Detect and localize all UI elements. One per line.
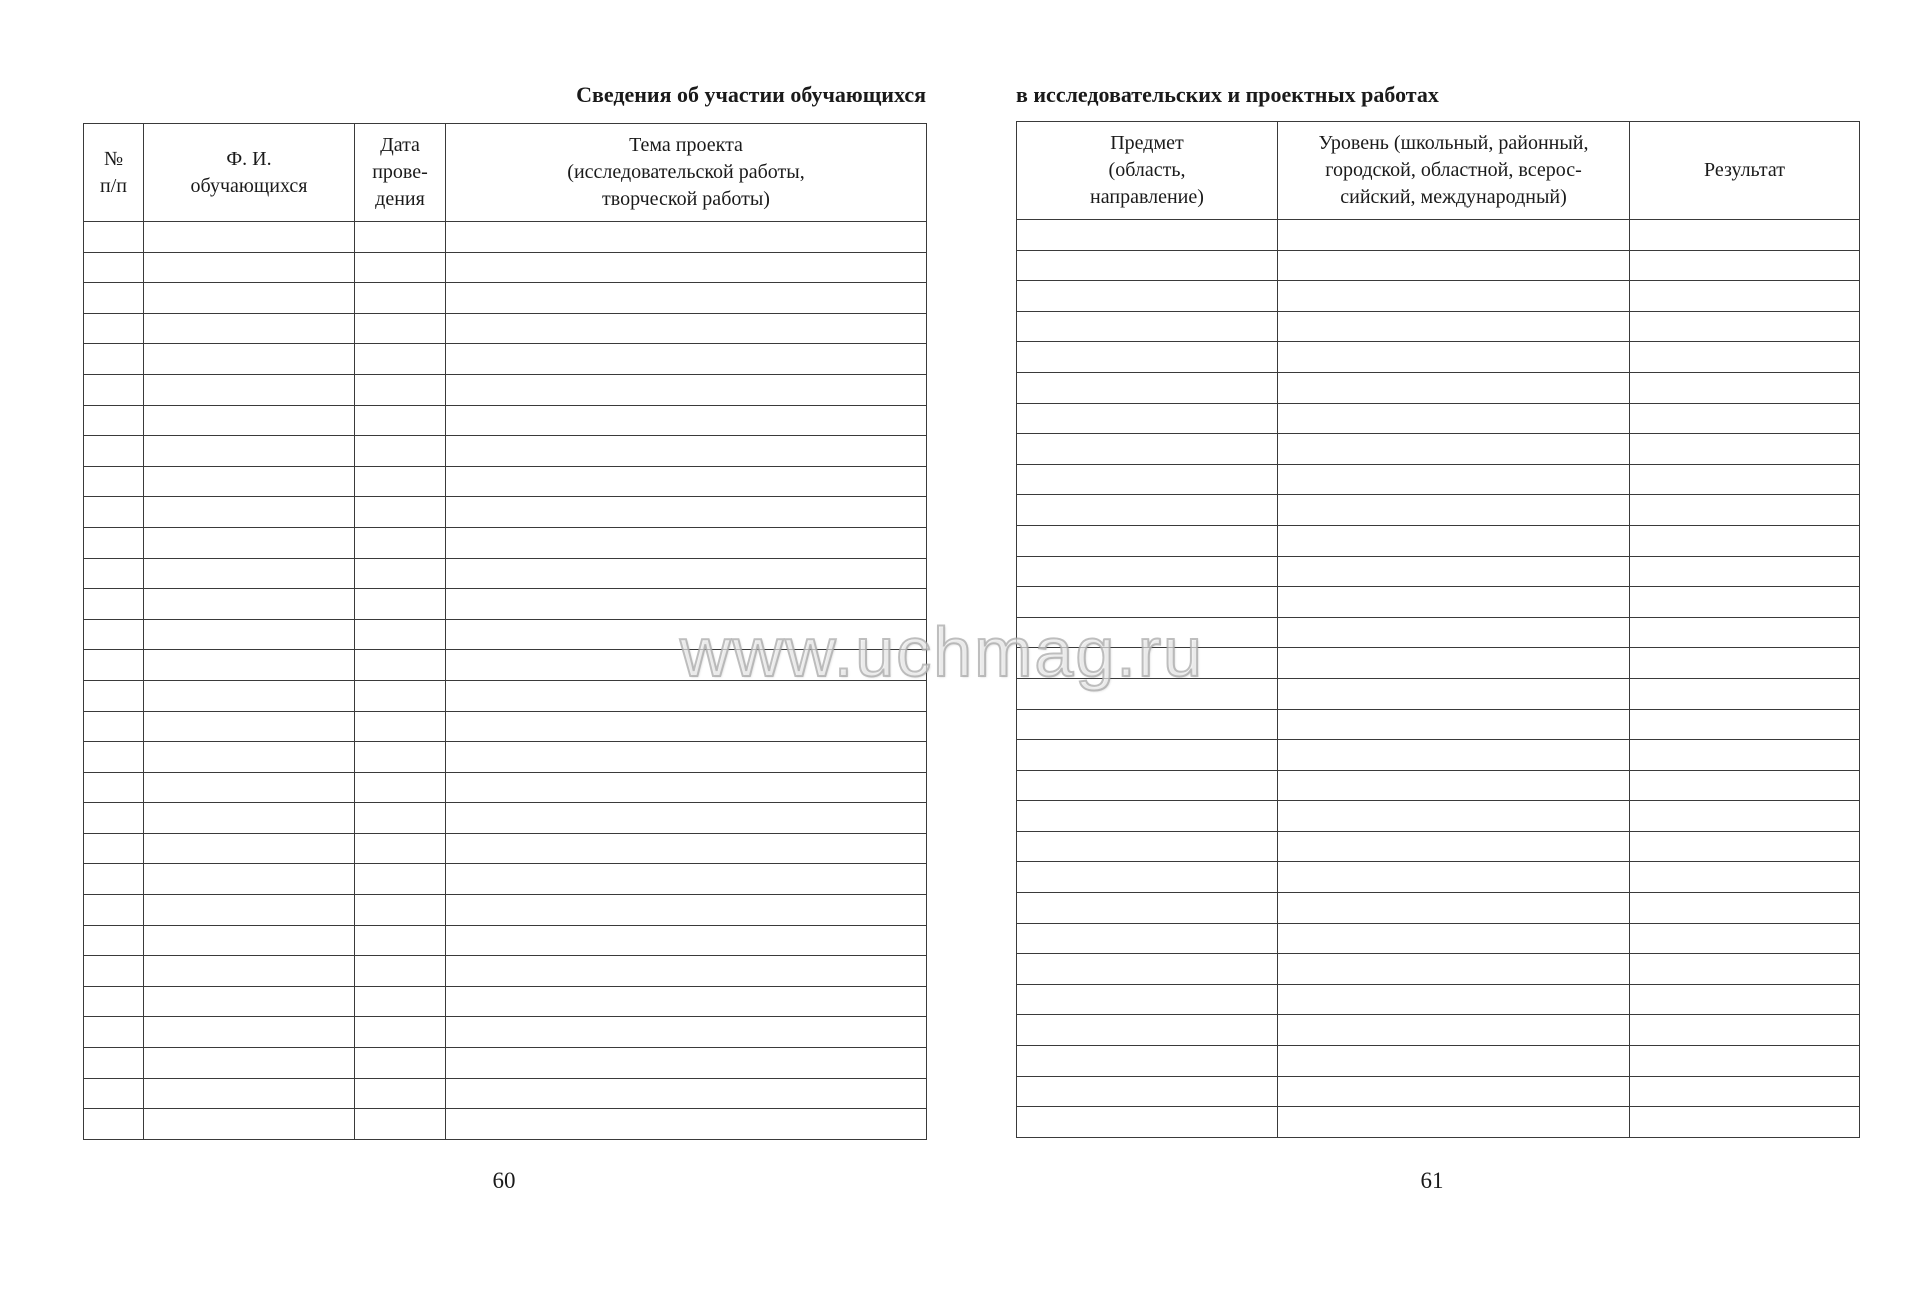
table-cell: [144, 680, 355, 711]
table-cell: [446, 1048, 927, 1079]
table-cell: [446, 436, 927, 467]
table-cell: [1630, 740, 1860, 771]
table-cell: [1017, 770, 1278, 801]
table-cell: [446, 374, 927, 405]
table-cell: [355, 344, 446, 375]
table-row: [1017, 1046, 1860, 1077]
table-row: [84, 1109, 927, 1140]
table-cell: [446, 497, 927, 528]
table-cell: [1630, 1015, 1860, 1046]
table-cell: [144, 222, 355, 253]
table-cell: [84, 895, 144, 926]
table-cell: [1630, 984, 1860, 1015]
table-cell: [1278, 250, 1630, 281]
table-cell: [1278, 648, 1630, 679]
table-cell: [144, 925, 355, 956]
table-row: [84, 497, 927, 528]
table-cell: [1278, 1046, 1630, 1077]
table-cell: [355, 1017, 446, 1048]
table-row: [84, 956, 927, 987]
table-row: [84, 986, 927, 1017]
table-cell: [355, 986, 446, 1017]
column-header-subject: Предмет (область, направление): [1017, 122, 1278, 220]
table-cell: [1017, 954, 1278, 985]
table-cell: [1630, 587, 1860, 618]
table-row: [84, 405, 927, 436]
table-cell: [1017, 893, 1278, 924]
table-cell: [1278, 709, 1630, 740]
table-cell: [144, 772, 355, 803]
table-row: [1017, 281, 1860, 312]
table-cell: [144, 1017, 355, 1048]
table-cell: [1017, 342, 1278, 373]
table-cell: [446, 313, 927, 344]
table-cell: [446, 283, 927, 314]
table-cell: [1630, 220, 1860, 251]
table-cell: [1278, 678, 1630, 709]
table-cell: [446, 895, 927, 926]
table-cell: [144, 497, 355, 528]
table-cell: [1017, 1046, 1278, 1077]
table-cell: [84, 1078, 144, 1109]
table-cell: [144, 864, 355, 895]
table-cell: [84, 497, 144, 528]
table-cell: [355, 1078, 446, 1109]
table-cell: [1630, 831, 1860, 862]
table-row: [84, 803, 927, 834]
table-cell: [84, 803, 144, 834]
table-row: [1017, 403, 1860, 434]
table-row: [84, 344, 927, 375]
table-cell: [1278, 311, 1630, 342]
table-cell: [355, 803, 446, 834]
table-cell: [1630, 770, 1860, 801]
table-cell: [1278, 862, 1630, 893]
table-row: [84, 1078, 927, 1109]
table-cell: [144, 466, 355, 497]
table-cell: [1278, 342, 1630, 373]
table-cell: [446, 252, 927, 283]
table-cell: [1278, 372, 1630, 403]
table-cell: [84, 925, 144, 956]
table-cell: [355, 956, 446, 987]
table-cell: [446, 742, 927, 773]
table-row: [1017, 342, 1860, 373]
table-cell: [446, 405, 927, 436]
table-row: [1017, 709, 1860, 740]
table-cell: [446, 956, 927, 987]
table-row: [1017, 495, 1860, 526]
table-cell: [84, 405, 144, 436]
table-cell: [1017, 250, 1278, 281]
table-cell: [144, 589, 355, 620]
table-row: [1017, 311, 1860, 342]
table-cell: [84, 772, 144, 803]
table-cell: [1630, 678, 1860, 709]
table-cell: [84, 313, 144, 344]
table-cell: [84, 589, 144, 620]
table-cell: [1278, 1107, 1630, 1138]
table-cell: [1630, 801, 1860, 832]
table-cell: [446, 1109, 927, 1140]
table-cell: [1278, 740, 1630, 771]
page-title-continuation: в исследовательских и проектных работах: [1016, 82, 1439, 107]
table-cell: [1278, 617, 1630, 648]
table-cell: [84, 527, 144, 558]
table-row: [84, 374, 927, 405]
table-cell: [355, 895, 446, 926]
table-cell: [1630, 893, 1860, 924]
table-cell: [1630, 342, 1860, 373]
table-cell: [1630, 403, 1860, 434]
table-cell: [1630, 1046, 1860, 1077]
table-cell: [84, 1109, 144, 1140]
table-cell: [1278, 1076, 1630, 1107]
table-cell: [144, 895, 355, 926]
table-cell: [84, 374, 144, 405]
table-cell: [1278, 281, 1630, 312]
table-row: [1017, 831, 1860, 862]
table-cell: [1278, 893, 1630, 924]
table-cell: [84, 466, 144, 497]
table-cell: [1017, 434, 1278, 465]
table-cell: [84, 619, 144, 650]
table-cell: [1630, 1107, 1860, 1138]
table-cell: [355, 313, 446, 344]
table-cell: [355, 283, 446, 314]
table-cell: [1630, 709, 1860, 740]
table-cell: [144, 956, 355, 987]
table-cell: [1017, 984, 1278, 1015]
table-cell: [355, 925, 446, 956]
table-cell: [1017, 220, 1278, 251]
table-cell: [144, 436, 355, 467]
page-number: 61: [1420, 1168, 1444, 1193]
watermark-text: www.uchmag.ru: [680, 613, 1204, 691]
table-cell: [1278, 954, 1630, 985]
table-cell: [144, 619, 355, 650]
table-cell: [355, 1048, 446, 1079]
table-row: [1017, 220, 1860, 251]
table-cell: [446, 986, 927, 1017]
table-cell: [1630, 281, 1860, 312]
table-row: [1017, 556, 1860, 587]
table-row: [1017, 1076, 1860, 1107]
table-cell: [1630, 250, 1860, 281]
table-cell: [84, 680, 144, 711]
table-row: [84, 527, 927, 558]
table-cell: [1278, 403, 1630, 434]
table-cell: [144, 803, 355, 834]
table-cell: [1017, 311, 1278, 342]
table-cell: [144, 283, 355, 314]
table-cell: [144, 1078, 355, 1109]
table-cell: [1630, 556, 1860, 587]
column-header-student-name: Ф. И. обучающихся: [144, 124, 355, 222]
table-cell: [1630, 311, 1860, 342]
table-cell: [1278, 770, 1630, 801]
table-row: [84, 864, 927, 895]
column-header-date: Дата прове- дения: [355, 124, 446, 222]
table-cell: [355, 772, 446, 803]
table-cell: [355, 436, 446, 467]
table-cell: [355, 650, 446, 681]
table-cell: [355, 589, 446, 620]
table-cell: [1630, 1076, 1860, 1107]
table-cell: [1017, 801, 1278, 832]
table-row: [84, 925, 927, 956]
table-cell: [1278, 587, 1630, 618]
table-cell: [355, 252, 446, 283]
table-cell: [1017, 740, 1278, 771]
table-cell: [1278, 923, 1630, 954]
page-number: 60: [492, 1168, 516, 1193]
table-header-row: [1017, 122, 1860, 220]
table-cell: [144, 650, 355, 681]
table-row: [1017, 1015, 1860, 1046]
table-cell: [1278, 984, 1630, 1015]
table-row: [1017, 1107, 1860, 1138]
table-cell: [355, 864, 446, 895]
table-cell: [1017, 1076, 1278, 1107]
table-row: [1017, 372, 1860, 403]
table-cell: [1278, 556, 1630, 587]
table-cell: [446, 558, 927, 589]
table-cell: [144, 742, 355, 773]
table-cell: [1017, 709, 1278, 740]
table-row: [1017, 740, 1860, 771]
table-cell: [144, 558, 355, 589]
table-cell: [144, 1048, 355, 1079]
table-cell: [84, 833, 144, 864]
table-cell: [1278, 464, 1630, 495]
table-row: [84, 1048, 927, 1079]
table-cell: [1630, 495, 1860, 526]
table-cell: [355, 222, 446, 253]
table-cell: [446, 772, 927, 803]
table-cell: [1630, 862, 1860, 893]
table-cell: [355, 619, 446, 650]
table-row: [1017, 893, 1860, 924]
table-cell: [144, 1109, 355, 1140]
table-cell: [1017, 831, 1278, 862]
table-cell: [1630, 434, 1860, 465]
column-header-project-topic: Тема проекта (исследовательской работы, творческой работы): [446, 124, 927, 222]
table-cell: [84, 344, 144, 375]
table-cell: [446, 344, 927, 375]
table-cell: [446, 527, 927, 558]
table-cell: [1278, 1015, 1630, 1046]
table-cell: [355, 527, 446, 558]
table-cell: [144, 986, 355, 1017]
table-cell: [1278, 525, 1630, 556]
table-cell: [355, 405, 446, 436]
table-cell: [1630, 617, 1860, 648]
table-cell: [1278, 831, 1630, 862]
table-cell: [1017, 495, 1278, 526]
table-cell: [1017, 1107, 1278, 1138]
table-cell: [84, 1017, 144, 1048]
table-cell: [144, 252, 355, 283]
table-cell: [1017, 372, 1278, 403]
table-cell: [446, 1017, 927, 1048]
table-cell: [1630, 648, 1860, 679]
table-row: [84, 436, 927, 467]
table-cell: [1017, 556, 1278, 587]
table-cell: [446, 466, 927, 497]
table-header-row: [84, 124, 927, 222]
table-row: [84, 772, 927, 803]
table-cell: [1017, 1015, 1278, 1046]
table-cell: [355, 833, 446, 864]
table-cell: [446, 803, 927, 834]
table-row: [1017, 250, 1860, 281]
table-cell: [446, 711, 927, 742]
table-cell: [84, 711, 144, 742]
table-cell: [355, 680, 446, 711]
table-cell: [84, 650, 144, 681]
table-cell: [84, 1048, 144, 1079]
table-cell: [446, 833, 927, 864]
table-cell: [144, 344, 355, 375]
table-cell: [144, 374, 355, 405]
column-header-level: Уровень (школьный, районный, городской, областной, всерос- сийский, международный): [1278, 122, 1630, 220]
table-cell: [84, 742, 144, 773]
table-row: [84, 252, 927, 283]
table-row: [1017, 923, 1860, 954]
table-row: [84, 833, 927, 864]
table-cell: [84, 986, 144, 1017]
table-cell: [355, 742, 446, 773]
table-cell: [1017, 525, 1278, 556]
table-row: [84, 1017, 927, 1048]
table-row: [1017, 525, 1860, 556]
table-cell: [355, 374, 446, 405]
table-row: [84, 895, 927, 926]
table-cell: [1017, 923, 1278, 954]
table-cell: [84, 252, 144, 283]
table-row: [84, 222, 927, 253]
table-row: [1017, 984, 1860, 1015]
table-row: [84, 558, 927, 589]
column-header-result: Результат: [1630, 122, 1860, 220]
table-cell: [1630, 372, 1860, 403]
table-row: [84, 313, 927, 344]
table-row: [1017, 954, 1860, 985]
table-cell: [84, 436, 144, 467]
table-cell: [144, 313, 355, 344]
table-cell: [1017, 281, 1278, 312]
table-cell: [1278, 434, 1630, 465]
table-cell: [144, 405, 355, 436]
table-row: [84, 283, 927, 314]
table-row: [84, 711, 927, 742]
table-cell: [355, 497, 446, 528]
table-cell: [446, 925, 927, 956]
table-cell: [1278, 801, 1630, 832]
table-cell: [84, 864, 144, 895]
page-title: Сведения об участии обучающихся: [576, 82, 926, 107]
table-row: [1017, 801, 1860, 832]
table-cell: [84, 956, 144, 987]
table-cell: [1278, 495, 1630, 526]
table-cell: [355, 558, 446, 589]
table-row: [84, 742, 927, 773]
table-cell: [84, 222, 144, 253]
table-cell: [355, 1109, 446, 1140]
table-cell: [1630, 923, 1860, 954]
table-cell: [1630, 464, 1860, 495]
table-cell: [84, 558, 144, 589]
table-cell: [355, 711, 446, 742]
table-row: [1017, 862, 1860, 893]
table-row: [1017, 770, 1860, 801]
table-cell: [1278, 220, 1630, 251]
table-cell: [144, 527, 355, 558]
table-cell: [446, 864, 927, 895]
table-row: [1017, 434, 1860, 465]
table-cell: [84, 283, 144, 314]
table-cell: [446, 1078, 927, 1109]
table-cell: [144, 833, 355, 864]
table-row: [84, 466, 927, 497]
table-cell: [446, 222, 927, 253]
table-cell: [1017, 464, 1278, 495]
table-row: [1017, 464, 1860, 495]
table-cell: [1017, 862, 1278, 893]
table-cell: [1017, 403, 1278, 434]
table-cell: [1630, 525, 1860, 556]
table-cell: [144, 711, 355, 742]
table-cell: [355, 466, 446, 497]
table-cell: [1630, 954, 1860, 985]
column-header-number: № п/п: [84, 124, 144, 222]
